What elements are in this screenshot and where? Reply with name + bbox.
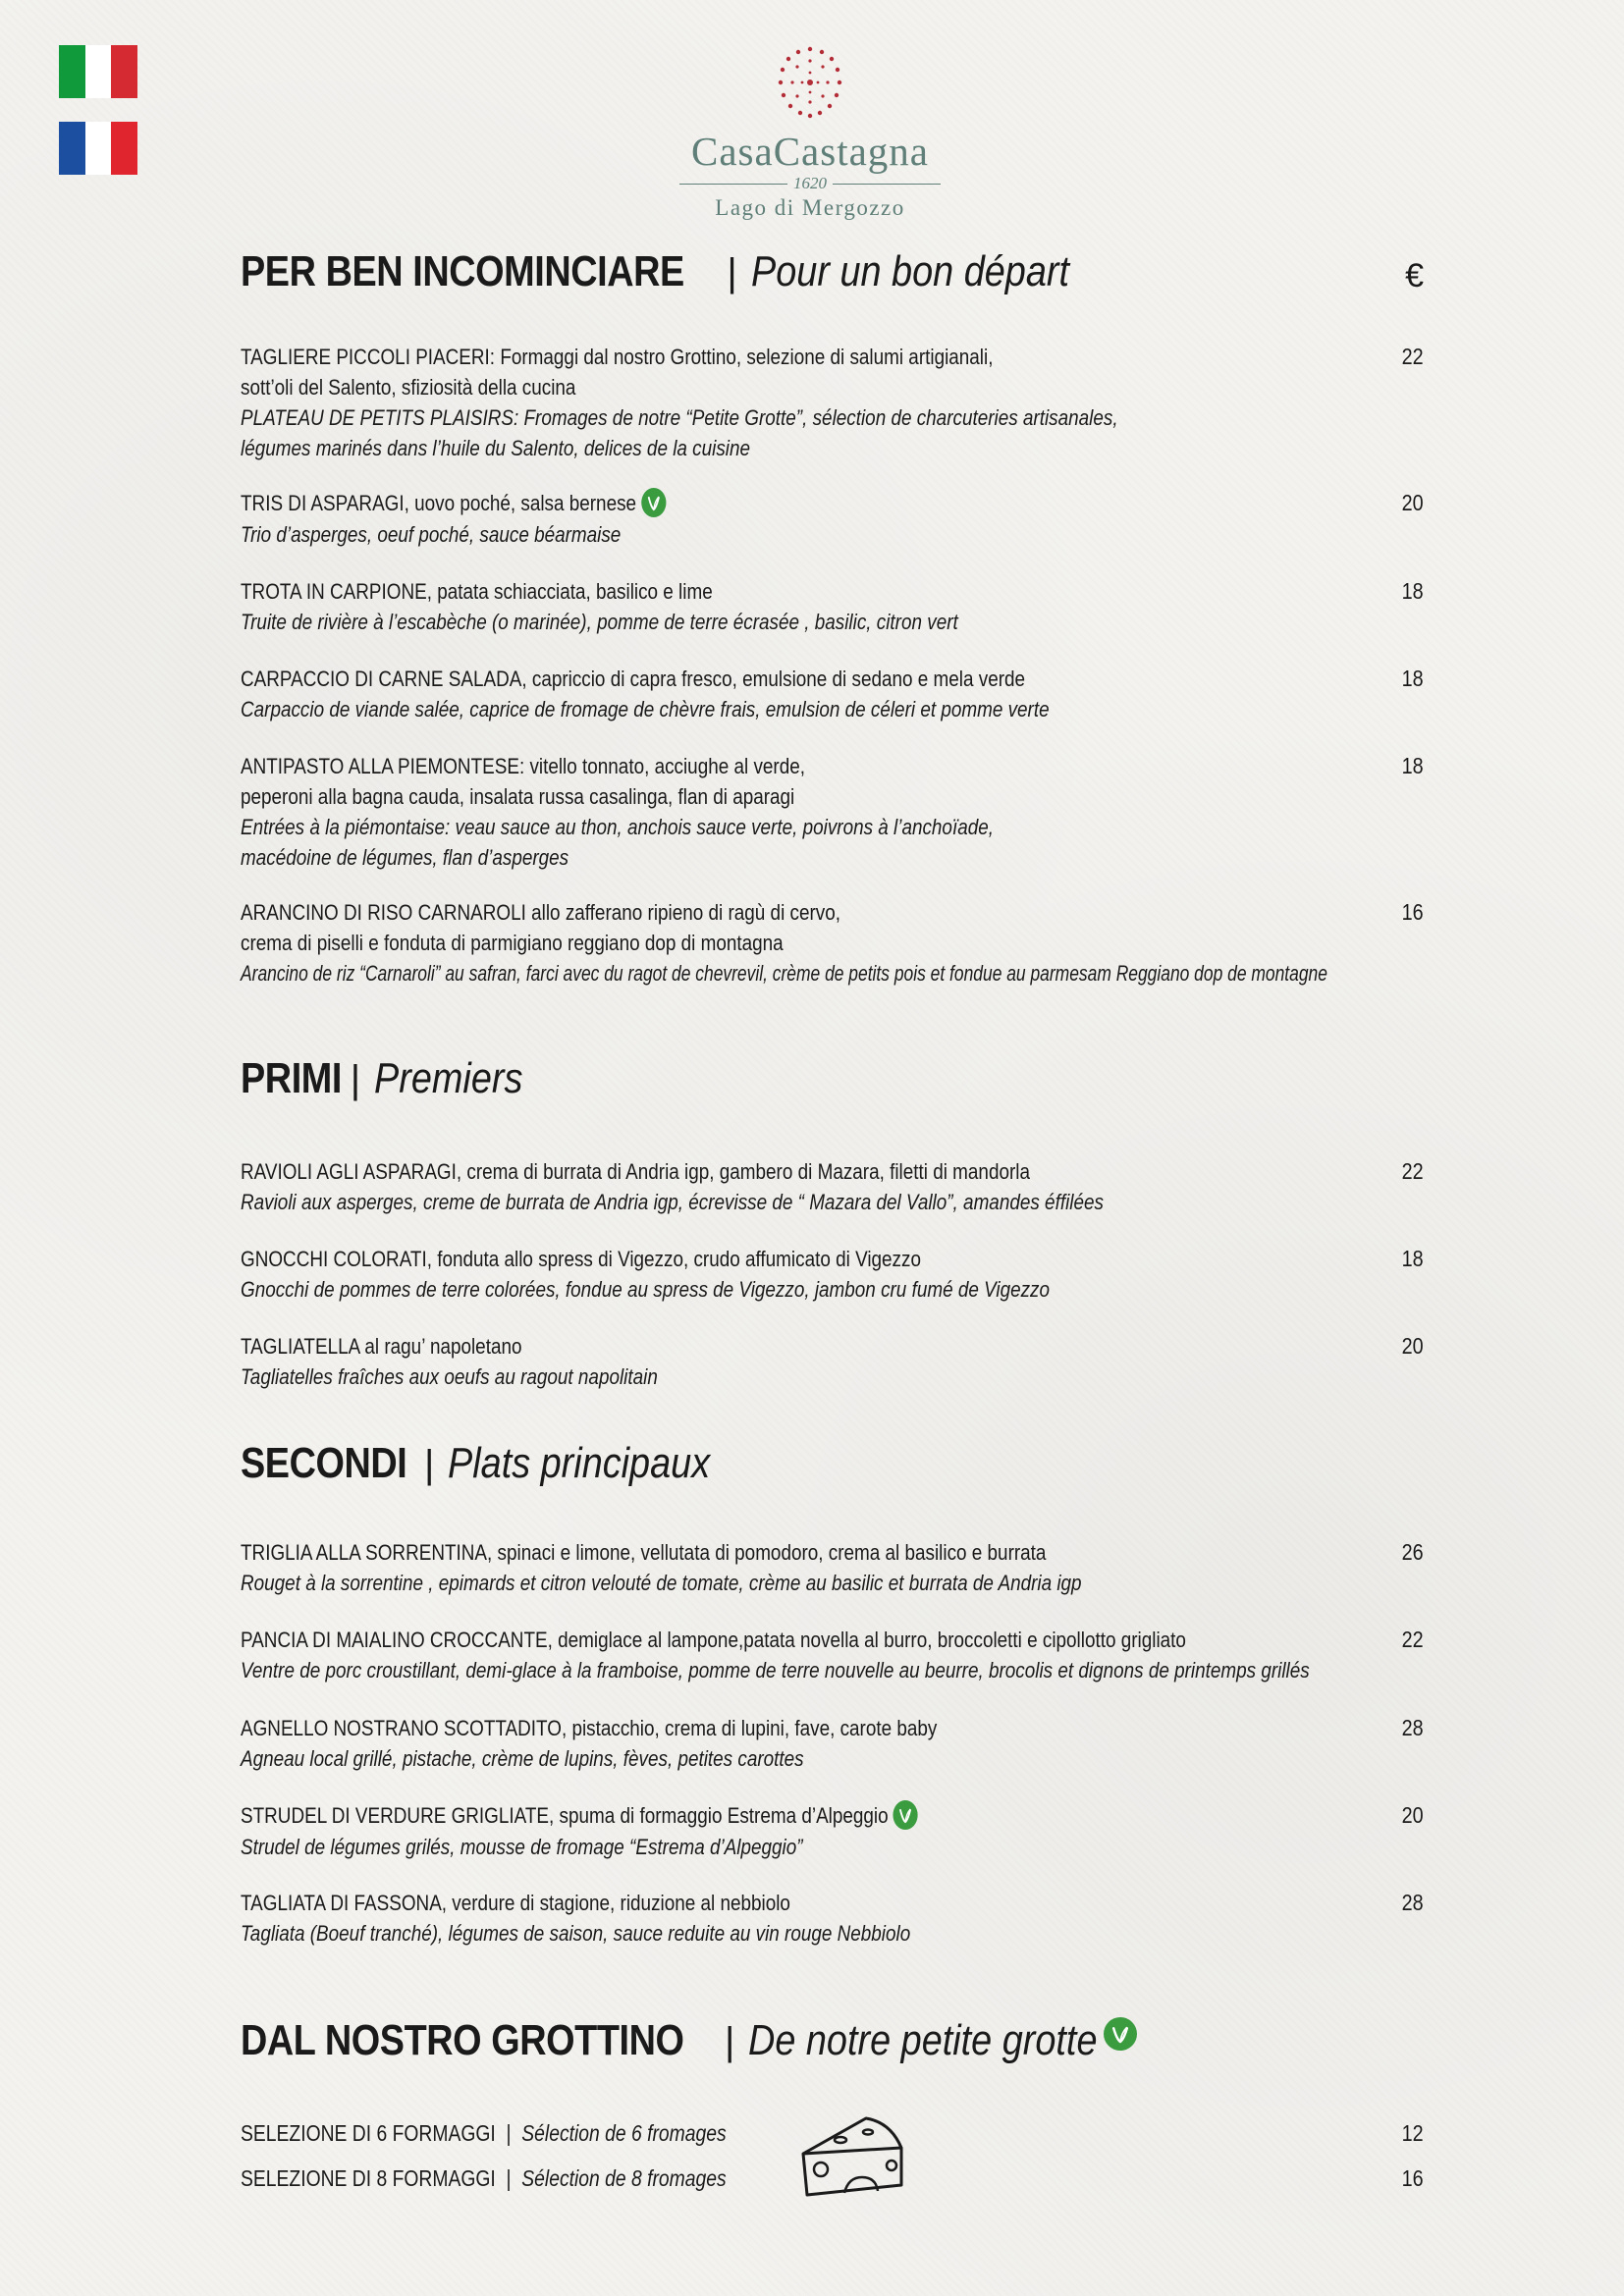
item-price: 16: [1401, 899, 1424, 925]
item-price: 20: [1401, 1333, 1424, 1359]
section-title-it: SECONDI: [241, 1439, 407, 1487]
section-title-fr: Premiers: [374, 1054, 523, 1102]
section-title-fr: Pour un bon départ: [750, 247, 1069, 295]
menu-item[interactable]: TROTA IN CARPIONE, patata schiacciata, basilico e lime Truite de rivière à l’escabèche (o marinée), pomme de terre écrasée , basilic, citron vert 18: [241, 578, 1424, 634]
item-price: 22: [1401, 344, 1424, 369]
italian-flag-icon[interactable]: [59, 45, 137, 98]
section-title-primi: PRIMI | Premiers: [241, 1054, 523, 1102]
item-price: 22: [1401, 1627, 1424, 1652]
currency-symbol: €: [1405, 257, 1424, 294]
cheese-selection-8[interactable]: SELEZIONE DI 8 FORMAGGI | Sélection de 8 fromages 16: [241, 2163, 1424, 2194]
section-title-fr: De notre petite grotte: [748, 2016, 1098, 2064]
item-price: 28: [1401, 1890, 1424, 1915]
item-price: 18: [1401, 578, 1424, 604]
menu-item[interactable]: STRUDEL DI VERDURE GRIGLIATE, spuma di formaggio Estrema d’Alpeggio Strudel de légumes grilés, mousse de fromage “Estrema d’Alpeggio” 20: [241, 1802, 1424, 1860]
menu-item[interactable]: TAGLIATELLA al ragu’ napoletano Tagliatelles fraîches aux oeufs au ragout napolitain 20: [241, 1333, 1424, 1389]
item-price: 18: [1401, 666, 1424, 691]
leaf-icon: [1104, 2017, 1137, 2051]
item-price: 16: [1401, 2165, 1424, 2191]
logo-subtitle: Lago di Mergozzo: [715, 195, 905, 220]
item-price: 12: [1401, 2120, 1424, 2146]
menu-item[interactable]: GNOCCHI COLORATI, fonduta allo spress di Vigezzo, crudo affumicato di Vigezzo Gnocchi de pommes de terre colorées, fondue au spress de Vigezzo, jambon cru fumé de Vigezzo 18: [241, 1246, 1424, 1302]
leaf-icon: [641, 488, 666, 517]
restaurant-logo: [648, 39, 972, 221]
french-flag-icon[interactable]: [59, 122, 137, 175]
section-title-dal-nostro-grottino: DAL NOSTRO GROTTINO | De notre petite grotte: [241, 2016, 1137, 2065]
section-title-secondi: SECONDI | Plats principaux: [241, 1439, 711, 1487]
item-price: 20: [1401, 490, 1424, 515]
menu-item[interactable]: ARANCINO DI RISO CARNAROLI allo zafferano ripieno di ragù di cervo, crema di piselli e fonduta di parmigiano reggiano dop di montagna Arancino de riz “Carnaroli” au safran, farci avec du ragot de chevrevil, crème de petits pois et fondue au parmesam Reggiano dop de montagne 16: [241, 899, 1424, 986]
section-title-it: PRIMI: [241, 1054, 342, 1102]
section-title-per-ben-incominciare: PER BEN INCOMINCIARE | Pour un bon départ: [241, 247, 1069, 295]
section-title-it: DAL NOSTRO GROTTINO: [241, 2016, 684, 2064]
item-price: 26: [1401, 1539, 1424, 1565]
logo-emblem-icon: [761, 39, 859, 128]
menu-item[interactable]: TAGLIATA DI FASSONA, verdure di stagione, riduzione al nebbiolo Tagliata (Boeuf tranché), légumes de saison, sauce reduite au vin rouge Nebbiolo 28: [241, 1890, 1424, 1946]
menu-item[interactable]: TRIS DI ASPARAGI, uovo poché, salsa bernese Trio d’asperges, oeuf poché, sauce béarmaise 20: [241, 490, 1424, 548]
menu-item[interactable]: AGNELLO NOSTRANO SCOTTADITO, pistacchio, crema di lupini, fave, carote baby Agneau local grillé, pistache, crème de lupins, fèves, petites carottes 28: [241, 1715, 1424, 1771]
cheese-icon: [797, 2109, 907, 2203]
menu-item[interactable]: ANTIPASTO ALLA PIEMONTESE: vitello tonnato, acciughe al verde, peperoni alla bagna cauda, insalata russa casalinga, flan di aparagi Entrées à la piémontaise: veau sauce au thon, anchois sauce verte, poivrons à l’anchoïade, macédoine de légumes, flan d’asperges 18: [241, 753, 1424, 870]
logo-name: CasaCastagna: [691, 129, 929, 174]
menu-item[interactable]: RAVIOLI AGLI ASPARAGI, crema di burrata di Andria igp, gambero di Mazara, filetti di mandorla Ravioli aux asperges, creme de burrata de Andria igp, écrevisse de “ Mazara del Vallo”, amandes éffilées 22: [241, 1158, 1424, 1214]
menu-item[interactable]: PANCIA DI MAIALINO CROCCANTE, demiglace al lampone,patata novella al burro, broccoletti e cipollotto grigliato Ventre de porc croustillant, demi-glace à la framboise, pomme de terre nouvelle au beurre, brocolis et dignons de printemps grillés 22: [241, 1627, 1424, 1682]
menu-item[interactable]: TAGLIERE PICCOLI PIACERI: Formaggi dal nostro Grottino, selezione di salumi artigianali, sott’oli del Salento, sfiziosità della cucina PLATEAU DE PETITS PLAISIRS: Fromages de notre “Petite Grotte”, sélection de charcuteries artisanales, légumes marinés dans l’huile du Salento, delices de la cuisine 22: [241, 344, 1424, 460]
item-price: 28: [1401, 1715, 1424, 1740]
item-price: 18: [1401, 753, 1424, 778]
item-price: 22: [1401, 1158, 1424, 1184]
menu-item[interactable]: TRIGLIA ALLA SORRENTINA, spinaci e limone, vellutata di pomodoro, crema al basilico e burrata Rouget à la sorrentine , epimards et citron velouté de tomate, crème au basilic et burrata de Andria igp 26: [241, 1539, 1424, 1595]
logo-year: 1620: [793, 174, 827, 192]
menu-item[interactable]: CARPACCIO DI CARNE SALADA, capriccio di capra fresco, emulsione di sedano e mela verde Carpaccio de viande salée, caprice de fromage de chèvre frais, emulsion de céleri et pomme verte 18: [241, 666, 1424, 721]
item-price: 20: [1401, 1802, 1424, 1828]
item-price: 18: [1401, 1246, 1424, 1271]
section-title-it: PER BEN INCOMINCIARE: [241, 247, 684, 295]
section-title-fr: Plats principaux: [448, 1439, 711, 1487]
leaf-icon: [893, 1800, 918, 1830]
cheese-selection-6[interactable]: SELEZIONE DI 6 FORMAGGI | Sélection de 6 fromages 12: [241, 2118, 1424, 2149]
